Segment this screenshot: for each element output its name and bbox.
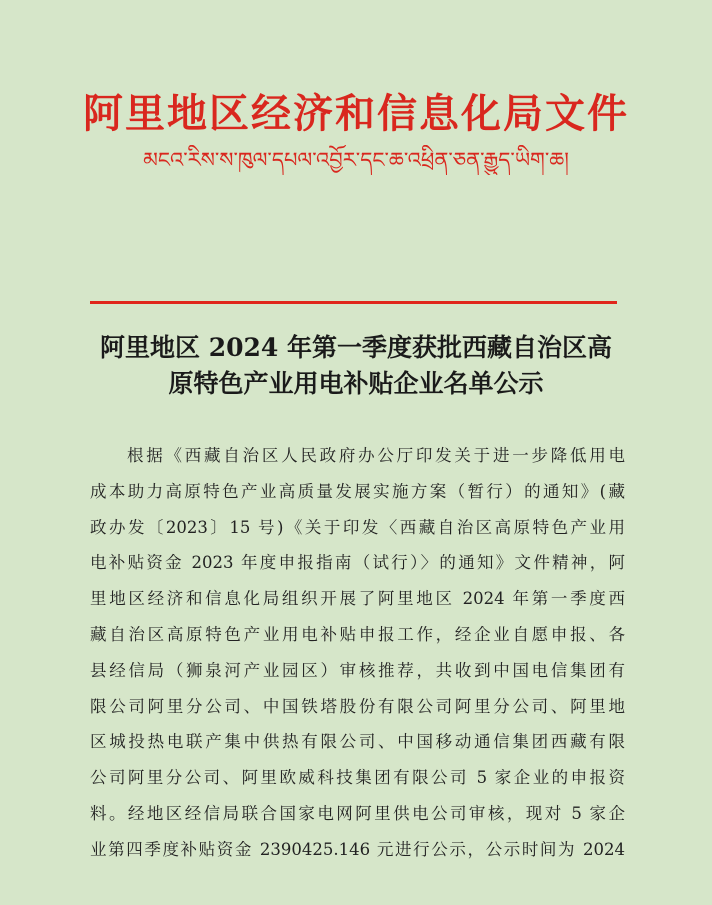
body-line: 限公司阿里分公司、中国铁塔股份有限公司阿里分公司、阿里地 [90,696,625,716]
red-divider-line [90,301,617,304]
body-line: 里地区经济和信息化局组织开展了阿里地区 2024 年第一季度西 [90,589,625,609]
body-line: 政办发〔2023〕15 号)《关于印发〈西藏自治区高原特色产业用 [90,517,625,537]
body-line: 电补贴资金 2023 年度申报指南（试行）〉的通知》文件精神，阿 [90,553,625,573]
body-line: 公司阿里分公司、阿里欧威科技集团有限公司 5 家企业的申报资 [90,768,625,788]
body-line: 料。经地区经信局联合国家电网阿里供电公司审核，现对 5 家企 [90,803,625,823]
body-line: 县经信局（狮泉河产业园区）审核推荐，共收到中国电信集团有 [90,660,625,680]
document-body [90,438,625,868]
document-title [60,330,652,402]
body-line: 业第四季度补贴资金 2390425.146 元进行公示，公示时间为 2024 [90,839,625,859]
document-title-line: 原特色产业用电补贴企业名单公示 [168,369,544,398]
document-title-line: 阿里地区 2024 年第一季度获批西藏自治区高 [100,333,612,362]
issuing-authority-title: 阿里地区经济和信息化局文件 [83,90,629,137]
body-line: 藏自治区高原特色产业用电补贴申报工作，经企业自愿申报、各 [90,624,625,644]
body-line: 区城投热电联产集中供热有限公司、中国移动通信集团西藏有限 [90,732,625,752]
issuing-authority-tibetan-title: མངའ་རིས་ས་ཁུལ་དཔལ་འབྱོར་དང་ཆ་འཕྲིན་ཅན་རྒྱུད་ཡིག་ཆ། [143,148,569,172]
body-line: 根据《西藏自治区人民政府办公厅印发关于进一步降低用电 [127,446,625,465]
body-line: 成本助力高原特色产业高质量发展实施方案（暂行）的通知》(藏 [90,481,625,501]
